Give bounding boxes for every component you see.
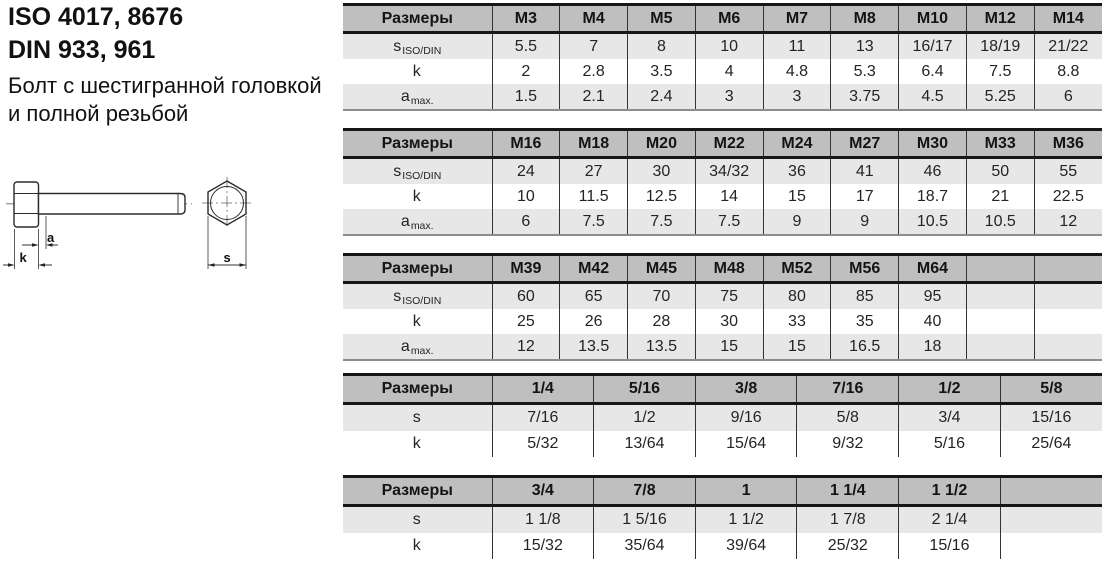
dimension-value-cell: 7.5: [628, 209, 696, 235]
size-column-header: M10: [899, 5, 967, 33]
dimension-value-cell: 15/64: [695, 431, 797, 457]
dimension-value-cell: 7: [560, 33, 628, 60]
dimension-value-cell: 36: [763, 158, 831, 185]
dimension-row: [343, 431, 1102, 457]
dimension-row: [343, 533, 1102, 559]
dimension-symbol: k: [412, 435, 421, 452]
dimension-row: [343, 184, 1102, 209]
dimension-value-cell: 2.8: [560, 59, 628, 84]
dimension-value-cell: 60: [492, 283, 560, 310]
size-column-header: M64: [899, 255, 967, 283]
dimension-symbol: s: [393, 162, 402, 180]
dim-s-arrow-right: [240, 263, 247, 267]
iso-standard-title: ISO 4017, 8676: [8, 3, 184, 31]
dimension-value-cell: 2: [492, 59, 560, 84]
dimension-row: [343, 334, 1102, 360]
sizes-header-cell: Размеры: [343, 255, 492, 283]
dimension-symbol: a: [400, 337, 410, 355]
dimension-value-cell: 13/64: [594, 431, 696, 457]
dimension-value-cell: [1000, 533, 1102, 559]
dimension-value-cell: 15: [695, 334, 763, 360]
dimension-value-cell: 16/17: [899, 33, 967, 60]
dimension-value-cell: [1034, 334, 1102, 360]
dimension-value-cell: 13.5: [560, 334, 628, 360]
dimension-value-cell: 8.8: [1034, 59, 1102, 84]
dimension-value-cell: 3: [763, 84, 831, 110]
dimension-value-cell: 18/19: [966, 33, 1034, 60]
dimension-value-cell: 16.5: [831, 334, 899, 360]
dim-s-arrow-left: [208, 263, 215, 267]
dimension-row: [343, 404, 1102, 432]
size-column-header: M39: [492, 255, 560, 283]
dimension-symbol-subscript: max.: [410, 94, 434, 107]
size-column-header: [1000, 477, 1102, 506]
dim-label-a: a: [47, 230, 55, 245]
dimensions-table: [343, 128, 1102, 236]
dimensions-table: [343, 3, 1102, 111]
size-column-header: 3/4: [492, 477, 594, 506]
size-column-header: [1034, 255, 1102, 283]
dimension-value-cell: 70: [628, 283, 696, 310]
dimension-value-cell: [966, 283, 1034, 310]
dimension-value-cell: 7.5: [966, 59, 1034, 84]
table-header-row: [343, 255, 1102, 283]
imperial-sizes-table-large: [343, 475, 1102, 559]
dimension-value-cell: 9/16: [695, 404, 797, 432]
dimension-row-label: [343, 283, 492, 310]
dim-label-s: s: [223, 250, 231, 265]
dimension-value-cell: 9: [763, 209, 831, 235]
dimension-row-label: [343, 309, 492, 334]
dimension-row-label: [343, 506, 492, 534]
dimension-value-cell: 18: [899, 334, 967, 360]
dimension-value-cell: 95: [899, 283, 967, 310]
size-column-header: 5/16: [594, 375, 696, 404]
dimension-row-label: [343, 404, 492, 432]
size-column-header: 5/8: [1000, 375, 1102, 404]
dimension-value-cell: 5.3: [831, 59, 899, 84]
dimension-value-cell: 7.5: [560, 209, 628, 235]
dimension-symbol: s: [412, 409, 421, 426]
size-column-header: 7/16: [797, 375, 899, 404]
dimension-value-cell: 35/64: [594, 533, 696, 559]
dimension-value-cell: 24: [492, 158, 560, 185]
size-column-header: [966, 255, 1034, 283]
dimension-value-cell: 28: [628, 309, 696, 334]
dimension-value-cell: 46: [899, 158, 967, 185]
dimension-symbol: a: [400, 87, 410, 105]
dimension-value-cell: [1034, 283, 1102, 310]
dimension-value-cell: 13.5: [628, 334, 696, 360]
dimension-value-cell: 3: [695, 84, 763, 110]
size-column-header: M36: [1034, 130, 1102, 158]
metric-sizes-table-m3-m14: [343, 3, 1102, 111]
dimension-value-cell: 6.4: [899, 59, 967, 84]
dimension-row: [343, 33, 1102, 60]
dimension-row-label: [343, 158, 492, 185]
hex-head-end-view: [208, 181, 246, 225]
dimension-value-cell: 7.5: [695, 209, 763, 235]
dimension-row-label: [343, 334, 492, 360]
dimension-value-cell: 4: [695, 59, 763, 84]
size-column-header: M18: [560, 130, 628, 158]
dimension-value-cell: 17: [831, 184, 899, 209]
dimension-value-cell: 25: [492, 309, 560, 334]
dimension-value-cell: 3.5: [628, 59, 696, 84]
dimension-row: [343, 506, 1102, 534]
sizes-header-cell: Размеры: [343, 130, 492, 158]
dimension-value-cell: [1000, 506, 1102, 534]
dimension-row: [343, 283, 1102, 310]
table-header-row: [343, 5, 1102, 33]
size-column-header: M24: [763, 130, 831, 158]
size-column-header: 3/8: [695, 375, 797, 404]
dimension-value-cell: 10: [492, 184, 560, 209]
dimension-value-cell: 15/16: [1000, 404, 1102, 432]
bolt-technical-drawing: [0, 150, 260, 302]
dimension-value-cell: [966, 309, 1034, 334]
dimension-symbol: k: [412, 537, 421, 554]
dimension-symbol: k: [412, 187, 421, 205]
dimension-value-cell: 13: [831, 33, 899, 60]
size-column-header: M8: [831, 5, 899, 33]
dimension-row-label: [343, 209, 492, 235]
dimension-row: [343, 84, 1102, 110]
dimension-value-cell: 50: [966, 158, 1034, 185]
size-column-header: M6: [695, 5, 763, 33]
dimension-row-label: [343, 33, 492, 60]
dimension-value-cell: 25/64: [1000, 431, 1102, 457]
dimension-value-cell: 2 1/4: [899, 506, 1001, 534]
dimension-value-cell: 14: [695, 184, 763, 209]
size-column-header: M42: [560, 255, 628, 283]
dimension-value-cell: 2.1: [560, 84, 628, 110]
dimension-value-cell: 40: [899, 309, 967, 334]
dimension-symbol: s: [412, 511, 421, 528]
dimension-value-cell: 5.25: [966, 84, 1034, 110]
dimension-value-cell: 8: [628, 33, 696, 60]
size-column-header: M4: [560, 5, 628, 33]
dimension-value-cell: 4.8: [763, 59, 831, 84]
dimension-value-cell: 10: [695, 33, 763, 60]
dimension-value-cell: 34/32: [695, 158, 763, 185]
size-column-header: 1: [695, 477, 797, 506]
dimension-value-cell: 7/16: [492, 404, 594, 432]
dimension-value-cell: 12: [1034, 209, 1102, 235]
dimension-value-cell: 11: [763, 33, 831, 60]
dimension-value-cell: 15: [763, 334, 831, 360]
dimensions-table: [343, 253, 1102, 361]
table-header-row: [343, 375, 1102, 404]
dimension-value-cell: 27: [560, 158, 628, 185]
dim-k-arrow-left: [39, 263, 46, 267]
dimension-value-cell: 22.5: [1034, 184, 1102, 209]
dimension-value-cell: 21/22: [1034, 33, 1102, 60]
dimension-value-cell: 4.5: [899, 84, 967, 110]
dimension-row: [343, 59, 1102, 84]
sizes-header-cell: Размеры: [343, 375, 492, 404]
size-column-header: M30: [899, 130, 967, 158]
din-standard-title: DIN 933, 961: [8, 36, 156, 64]
size-column-header: M12: [966, 5, 1034, 33]
dimension-symbol: k: [412, 312, 421, 330]
dimension-value-cell: 9: [831, 209, 899, 235]
size-column-header: 7/8: [594, 477, 696, 506]
dimension-value-cell: [1034, 309, 1102, 334]
dimension-value-cell: 85: [831, 283, 899, 310]
size-column-header: M5: [628, 5, 696, 33]
size-column-header: M3: [492, 5, 560, 33]
dimension-value-cell: 75: [695, 283, 763, 310]
dimension-value-cell: 1.5: [492, 84, 560, 110]
dimension-value-cell: 26: [560, 309, 628, 334]
dimension-value-cell: 10.5: [966, 209, 1034, 235]
dimension-value-cell: 1/2: [594, 404, 696, 432]
dimension-row-label: [343, 59, 492, 84]
dimension-value-cell: 12: [492, 334, 560, 360]
dimension-symbol-subscript: ISO/DIN: [402, 44, 442, 57]
size-column-header: M48: [695, 255, 763, 283]
dimension-symbol-subscript: ISO/DIN: [402, 294, 442, 307]
dimension-value-cell: 55: [1034, 158, 1102, 185]
dimension-value-cell: 6: [1034, 84, 1102, 110]
metric-sizes-table-m16-m36: [343, 128, 1102, 236]
dimension-row-label: [343, 431, 492, 457]
size-column-header: M45: [628, 255, 696, 283]
dimension-value-cell: 15/16: [899, 533, 1001, 559]
dimension-value-cell: 30: [628, 158, 696, 185]
size-column-header: 1/4: [492, 375, 594, 404]
dimension-value-cell: [966, 334, 1034, 360]
size-column-header: M22: [695, 130, 763, 158]
dimension-value-cell: 15: [763, 184, 831, 209]
size-column-header: M52: [763, 255, 831, 283]
dimension-symbol: k: [412, 62, 421, 80]
dimension-value-cell: 25/32: [797, 533, 899, 559]
dimension-value-cell: 18.7: [899, 184, 967, 209]
dimension-value-cell: 35: [831, 309, 899, 334]
dimension-symbol: s: [393, 37, 402, 55]
size-column-header: 1 1/4: [797, 477, 899, 506]
dimension-row: [343, 158, 1102, 185]
dimension-value-cell: 15/32: [492, 533, 594, 559]
size-column-header: M33: [966, 130, 1034, 158]
dimension-value-cell: 5.5: [492, 33, 560, 60]
dimension-value-cell: 9/32: [797, 431, 899, 457]
dimension-value-cell: 10.5: [899, 209, 967, 235]
dimension-row-label: [343, 533, 492, 559]
product-description-line1: Болт с шестигранной головкой: [8, 73, 322, 98]
dimension-symbol-subscript: max.: [410, 344, 434, 357]
dimension-value-cell: 5/16: [899, 431, 1001, 457]
dimension-value-cell: 1 5/16: [594, 506, 696, 534]
dimension-symbol-subscript: ISO/DIN: [402, 169, 442, 182]
bolt-shaft: [39, 194, 186, 215]
table-header-row: [343, 130, 1102, 158]
size-column-header: M20: [628, 130, 696, 158]
imperial-sizes-table-small: [343, 373, 1102, 457]
dimension-value-cell: 6: [492, 209, 560, 235]
size-column-header: M7: [763, 5, 831, 33]
dimension-symbol-subscript: max.: [410, 219, 434, 232]
size-column-header: 1/2: [899, 375, 1001, 404]
dimension-value-cell: 5/32: [492, 431, 594, 457]
dimensions-table: [343, 475, 1102, 559]
dimension-row-label: [343, 184, 492, 209]
size-column-header: M16: [492, 130, 560, 158]
dimension-value-cell: 65: [560, 283, 628, 310]
dimension-value-cell: 5/8: [797, 404, 899, 432]
dimension-value-cell: 11.5: [560, 184, 628, 209]
dimension-value-cell: 1 1/8: [492, 506, 594, 534]
sizes-header-cell: Размеры: [343, 477, 492, 506]
table-header-row: [343, 477, 1102, 506]
size-column-header: M56: [831, 255, 899, 283]
dim-a-arrow-right: [32, 243, 39, 247]
dimension-value-cell: 3/4: [899, 404, 1001, 432]
dimension-row: [343, 309, 1102, 334]
dimension-row: [343, 209, 1102, 235]
dimension-value-cell: 1 7/8: [797, 506, 899, 534]
sizes-header-cell: Размеры: [343, 5, 492, 33]
dimension-value-cell: 80: [763, 283, 831, 310]
dimension-value-cell: 30: [695, 309, 763, 334]
dimension-row-label: [343, 84, 492, 110]
dim-k-arrow-right: [8, 263, 15, 267]
dimensions-table: [343, 373, 1102, 457]
title-block: [8, 1, 338, 128]
size-column-header: M27: [831, 130, 899, 158]
product-description-line2: и полной резьбой: [8, 101, 189, 126]
dimension-value-cell: 21: [966, 184, 1034, 209]
size-column-header: 1 1/2: [899, 477, 1001, 506]
dimension-value-cell: 39/64: [695, 533, 797, 559]
dimension-value-cell: 41: [831, 158, 899, 185]
metric-sizes-table-m39-m64: [343, 253, 1102, 361]
dimension-symbol: a: [400, 212, 410, 230]
bolt-head-side-view: [14, 182, 39, 227]
dimension-value-cell: 12.5: [628, 184, 696, 209]
dimension-value-cell: 3.75: [831, 84, 899, 110]
size-column-header: M14: [1034, 5, 1102, 33]
dimension-value-cell: 33: [763, 309, 831, 334]
dimension-value-cell: 2.4: [628, 84, 696, 110]
dim-label-k: k: [19, 250, 27, 265]
dimension-value-cell: 1 1/2: [695, 506, 797, 534]
dimension-symbol: s: [393, 287, 402, 305]
